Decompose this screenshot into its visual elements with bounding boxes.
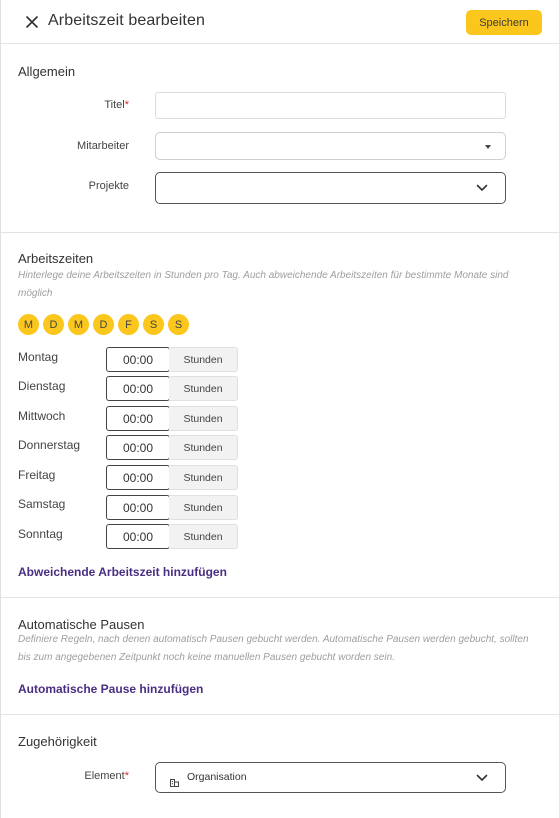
hours-input-sunday[interactable]: 00:00 — [106, 524, 170, 549]
unit-addon: Stunden — [169, 347, 238, 372]
day-label-friday: Freitag — [18, 468, 56, 482]
employee-select[interactable] — [155, 132, 506, 160]
close-icon[interactable] — [23, 13, 41, 31]
hours-input-monday[interactable]: 00:00 — [106, 347, 170, 372]
panel-header — [1, 0, 560, 44]
add-deviating-worktime-link[interactable]: Abweichende Arbeitszeit hinzufügen — [18, 565, 227, 579]
day-label-sunday: Sonntag — [18, 527, 63, 541]
divider — [1, 597, 560, 598]
day-chip-monday[interactable]: M — [18, 314, 39, 335]
hours-input-tuesday[interactable]: 00:00 — [106, 376, 170, 401]
hours-input-saturday[interactable]: 00:00 — [106, 495, 170, 520]
section-title-worktimes: Arbeitszeiten — [18, 251, 94, 266]
unit-addon: Stunden — [169, 524, 238, 549]
unit-addon: Stunden — [169, 376, 238, 401]
chevron-down-icon — [476, 773, 488, 783]
unit-addon: Stunden — [169, 406, 238, 431]
section-title-general: Allgemein — [18, 64, 76, 79]
day-chip-wednesday[interactable]: M — [68, 314, 89, 335]
required-asterisk: * — [124, 770, 129, 782]
chevron-down-icon — [476, 183, 488, 193]
caret-down-icon — [485, 145, 491, 149]
title-label — [104, 99, 129, 111]
title-label-text: Titel — [104, 99, 125, 111]
element-select[interactable] — [155, 762, 506, 793]
breaks-description: Definiere Regeln, nach denen automatisch Pausen gebucht werden. Automatische Pausen werden gebucht, sollten bis zum angegebenen Zeitpunkt noch keine manuellen Pausen gebucht worden sein. — [18, 634, 529, 663]
day-label-monday: Montag — [18, 350, 59, 364]
worktimes-description: Hinterlege deine Arbeitszeiten in Stunden pro Tag. Auch abweichende Arbeitszeiten für bestimmte Monate sind möglich — [18, 270, 509, 299]
projects-select[interactable] — [155, 172, 506, 204]
employee-label: Mitarbeiter — [77, 140, 129, 152]
day-chip-sunday[interactable]: S — [168, 314, 189, 335]
building-icon — [170, 774, 179, 782]
day-label-wednesday: Mittwoch — [18, 409, 66, 423]
hours-input-wednesday[interactable]: 00:00 — [106, 406, 170, 431]
unit-addon: Stunden — [169, 435, 238, 460]
page-title: Arbeitszeit bearbeiten — [48, 12, 205, 29]
hours-input-friday[interactable]: 00:00 — [106, 465, 170, 490]
day-chip-friday[interactable]: F — [118, 314, 139, 335]
required-asterisk: * — [124, 99, 129, 111]
day-chip-thursday[interactable]: D — [93, 314, 114, 335]
section-title-membership: Zugehörigkeit — [18, 734, 97, 749]
day-chip-tuesday[interactable]: D — [43, 314, 64, 335]
section-title-breaks: Automatische Pausen — [18, 617, 145, 632]
unit-addon: Stunden — [169, 495, 238, 520]
title-input[interactable] — [155, 92, 506, 119]
add-automatic-break-link[interactable]: Automatische Pause hinzufügen — [18, 682, 204, 696]
save-button[interactable]: Speichern — [466, 10, 542, 35]
projects-label: Projekte — [88, 180, 129, 192]
divider — [1, 232, 560, 233]
day-label-thursday: Donnerstag — [18, 438, 81, 452]
day-label-saturday: Samstag — [18, 497, 66, 511]
day-chip-saturday[interactable]: S — [143, 314, 164, 335]
hours-input-thursday[interactable]: 00:00 — [106, 435, 170, 460]
element-label-text: Element — [84, 770, 125, 782]
weekday-chips — [18, 314, 189, 335]
day-label-tuesday: Dienstag — [18, 379, 66, 393]
unit-addon: Stunden — [169, 465, 238, 490]
element-select-value: Organisation — [187, 771, 247, 783]
element-label — [84, 770, 129, 782]
divider — [1, 714, 560, 715]
